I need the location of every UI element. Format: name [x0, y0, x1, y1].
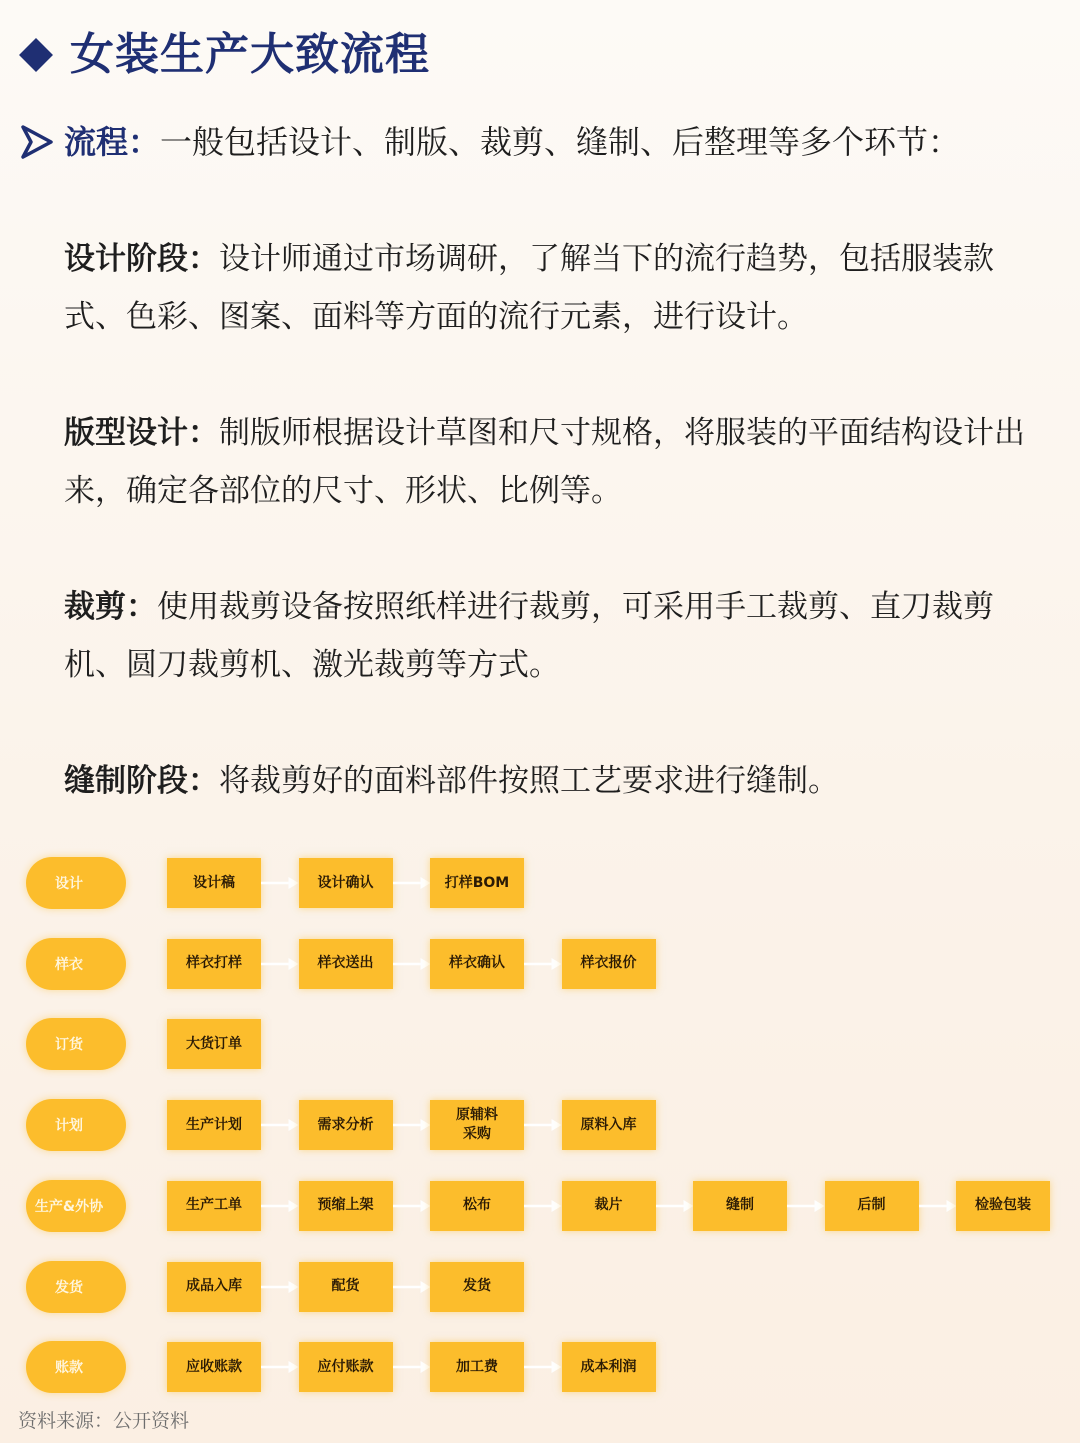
flow-arrow-icon: [393, 1198, 431, 1214]
flow-stage-label: 发货: [55, 1279, 83, 1296]
flow-intro-text: 一般包括设计、制版、裁剪、缝制、后整理等多个环节：: [160, 123, 961, 161]
flow-step: 样衣打样: [167, 939, 261, 989]
diamond-icon: [19, 38, 53, 72]
flow-stage-label: 账款: [55, 1360, 83, 1377]
flow-step: 打样BOM: [430, 858, 524, 908]
flow-stage-label: 生产&外协: [34, 1198, 104, 1215]
paragraph-lead: 缝制阶段：: [64, 763, 219, 799]
flow-diagram: [0, 840, 1080, 1400]
paragraph-cutting: [64, 578, 1054, 694]
flow-step: 原辅料 采购: [430, 1100, 524, 1150]
flow-arrow-icon: [524, 1198, 562, 1214]
flow-step: 缝制: [693, 1181, 787, 1231]
flow-arrow-icon: [393, 1117, 431, 1133]
flow-stage-label: 样衣: [55, 956, 83, 973]
flow-stage: [26, 1018, 126, 1070]
flow-step: 配货: [299, 1262, 393, 1312]
flow-intro-label: 流程：: [64, 123, 161, 161]
flow-stage: [26, 857, 126, 909]
flow-step: 应付账款: [299, 1342, 393, 1392]
flow-stage: [26, 1341, 126, 1393]
flow-stage: [26, 1099, 126, 1151]
flow-step: 样衣确认: [430, 939, 524, 989]
title-row: [18, 24, 430, 86]
flow-step: 裁片: [562, 1181, 656, 1231]
flow-step: 成本利润: [562, 1342, 656, 1392]
flow-stage: [26, 1180, 126, 1232]
flow-step: 成品入库: [167, 1262, 261, 1312]
flow-arrow-icon: [524, 1359, 562, 1375]
flow-arrow-icon: [261, 956, 299, 972]
paragraph-lead: 版型设计：: [64, 415, 219, 451]
flow-intro: [20, 116, 960, 168]
flow-stage-label: 计划: [55, 1118, 83, 1135]
paragraph-text: 将裁剪好的面料部件按照工艺要求进行缝制。: [219, 763, 839, 799]
paragraph-lead: 设计阶段：: [64, 241, 219, 277]
flow-step: 生产工单: [167, 1181, 261, 1231]
flow-arrow-icon: [261, 1198, 299, 1214]
flow-step: 生产计划: [167, 1100, 261, 1150]
flow-arrow-icon: [919, 1198, 957, 1214]
flow-arrow-icon: [524, 1117, 562, 1133]
flow-step: 后制: [825, 1181, 919, 1231]
flow-step: 样衣报价: [562, 939, 656, 989]
paragraph-text: 设计师通过市场调研，了解当下的流行趋势，包括服装款式、色彩、图案、面料等方面的流行元素，进行设计。: [64, 241, 994, 335]
flow-step: 大货订单: [167, 1019, 261, 1069]
flow-step: 需求分析: [299, 1100, 393, 1150]
flow-step: 预缩上架: [299, 1181, 393, 1231]
flow-step: 应收账款: [167, 1342, 261, 1392]
flow-stage-label: 设计: [55, 876, 83, 892]
flow-step: 发货: [430, 1262, 524, 1312]
flow-step: 检验包装: [956, 1181, 1050, 1231]
flow-arrow-icon: [261, 1279, 299, 1295]
paragraph-sewing: [64, 752, 1054, 810]
flow-arrow-icon: [393, 1359, 431, 1375]
page-title: 女装生产大致流程: [70, 29, 430, 80]
flow-arrow-icon: [261, 875, 299, 891]
flow-arrow-icon: [524, 956, 562, 972]
source-note: 资料来源：公开资料: [18, 1410, 190, 1432]
flow-stage: [26, 938, 126, 990]
flow-step: 松布: [430, 1181, 524, 1231]
flow-arrow-icon: [261, 1359, 299, 1375]
flow-step: 加工费: [430, 1342, 524, 1392]
arrow-right-icon: [20, 124, 54, 160]
flow-step: 原料入库: [562, 1100, 656, 1150]
flow-arrow-icon: [656, 1198, 694, 1214]
flow-arrow-icon: [393, 875, 431, 891]
flow-stage: [26, 1261, 126, 1313]
flow-stage-label: 订货: [55, 1037, 83, 1054]
paragraph-lead: 裁剪：: [64, 589, 157, 625]
flow-arrow-icon: [393, 1279, 431, 1295]
paragraph-text: 制版师根据设计草图和尺寸规格，将服装的平面结构设计出来，确定各部位的尺寸、形状、比例等。: [64, 415, 1025, 509]
paragraph-text: 使用裁剪设备按照纸样进行裁剪，可采用手工裁剪、直刀裁剪机、圆刀裁剪机、激光裁剪等方式。: [64, 589, 994, 683]
flow-arrow-icon: [393, 956, 431, 972]
flow-step: 设计稿: [167, 858, 261, 908]
flow-step: 设计确认: [299, 858, 393, 908]
flow-arrow-icon: [787, 1198, 825, 1214]
flow-arrow-icon: [261, 1117, 299, 1133]
flow-step: 样衣送出: [299, 939, 393, 989]
paragraph-design: [64, 230, 1054, 346]
paragraph-pattern: [64, 404, 1054, 520]
